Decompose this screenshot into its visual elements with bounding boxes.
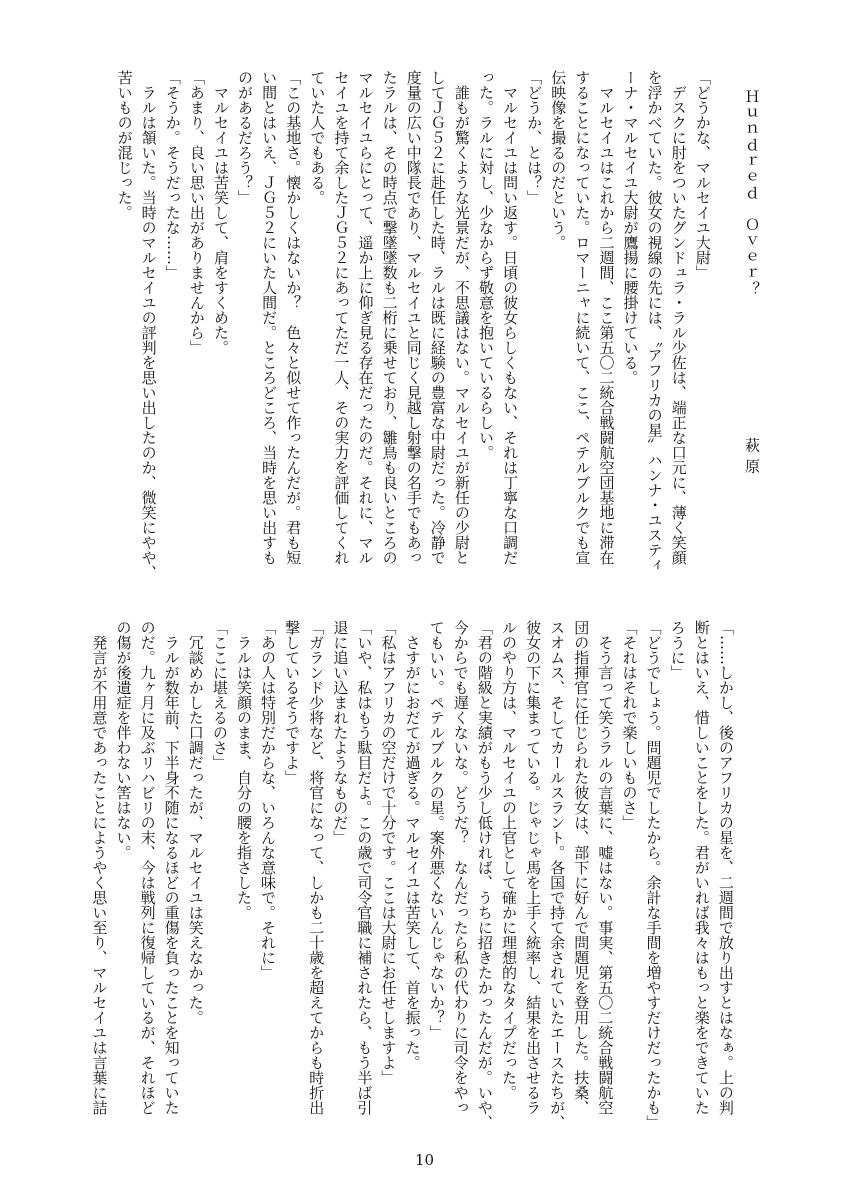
text-line: 「どうか、とは？」 [525,70,544,205]
text-line: 「この基地さ。懐かしくはないか？ 色々と似せて作ったんだが。君も短 [284,70,303,565]
text-line: デスクに肘をついたグンドュラ・ラル少佐は、端正な口元に、薄く笑顔 [669,70,688,565]
text-line: ていた人でもある。 [308,70,327,205]
text-line: 度量の広い中隊長であり、マルセイユと同じく見越し射撃の名手でもあっ [404,70,423,565]
text-line: 「あまり、良い思い出がありませんから」 [187,70,206,355]
text-line: 誰もが驚くような光景だが、不思議はない。マルセイユが新任の少尉と [452,70,471,565]
text-line: 「どうかな、マルセイユ大尉」 [693,70,712,280]
text-line: ーナ・マルセイユ大尉が鷹揚に腰掛けている。 [621,70,640,385]
text-line: 今からでも遅くないな。どうだ？ なんだったら私の代わりに司令をやっ [451,620,470,1115]
text-line: 「……しかし、後のアフリカの星を、二週間で放り出すとはなぁ。上の判 [716,620,735,1115]
text-line: 「どうでしょう。問題児でしたから。余計な手間を増やすだけだったかも」 [644,620,663,1130]
text-line: 団の指揮官に任じられた彼女は、部下に好んで問題児を登用した。扶桑、 [572,620,591,1115]
author-text: 萩原 [743,437,761,480]
text-line: 撃しているそうですよ」 [283,620,302,785]
lower-text-block [87,620,786,1150]
text-line: ラルは笑顔のまま、自分の腰を指さした。 [234,620,253,920]
text-line: マルセイユはこれから二週間、ここ第五〇二統合戦闘航空団基地に滞在 [597,70,616,565]
page-number: 10 [414,1151,435,1169]
text-line: てもいい。ペテルブルクの星。案外悪くないんじゃないか？」 [427,620,446,1040]
text-line: 「君の階級と実績がもう少し低ければ、うちに招きたかったんだが。いや、 [475,620,494,1130]
text-line: マルセイユは問い返す。日頃の彼女らしくもない、それは丁寧な口調だ [501,70,520,565]
text-line: そう言って笑うラルの言葉に、嘘はない。事実、第五〇二統合戦闘航空 [596,620,615,1115]
text-line: スオムス、そしてカールスラント。各国で持て余されていたエースたちが、 [548,620,567,1130]
text-line: することになっていた。ロマーニャに続いて、ここ、ペテルブルクでも宣 [573,70,592,565]
text-line: の傷が後遺症を伴わない筈はない。 [114,620,133,860]
text-line: い間とはいえ、ＪＧ５２にいた人間だ。ところどころ、当時を思い出すも [260,70,279,565]
text-line: 発言が不用意であったことにようやく思い至り、マルセイユは言葉に詰 [90,620,109,1115]
text-line: 断とはいえ、惜しいことをした。君がいれば我々はもっと楽をできていた [692,620,711,1115]
text-line: 「あの人は特別だからな、いろんな意味で。それに」 [259,620,278,980]
upper-text-block [112,70,763,600]
title-text: Ｈｕｎｄｒｅｄ Ｏｖｅｒ？ [743,89,761,298]
text-line: 「私はアフリカの空だけで十分です。ここは大尉にお任せしますよ」 [379,620,398,1085]
text-line: マルセイユらにとって、遥か上に仰ぎ見る存在だったのだ。それに、マル [356,70,375,565]
text-line: 伝映像を撮るのだという。 [549,70,568,250]
text-line: 苦いものが混じった。 [115,70,134,220]
text-line: 「いや、私はもう駄目だよ。この歳で司令官職に補されたら、もう半ば引 [355,620,374,1115]
text-line: たラルは、その時点で撃墜墜数も二桁に乗せており、雛鳥も良いところの [380,70,399,565]
text-line: った。ラルに対し、少なからず敬意を抱いているらしい。 [476,70,495,460]
text-line: のだ。九ヶ月に及ぶリハビリの末、今は戦列に復帰しているが、それほど [138,620,157,1115]
text-line: 「ガランド少将など、将官になって、しかも二十歳を超えてからも時折出 [307,620,326,1115]
text-line: を浮かべていた。彼女の視線の先には、〝アフリカの星〟ハンナ・ユスティ [645,70,664,573]
text-line: ろうに」 [668,620,687,680]
text-line: セイユを持て余したＪＧ５２にあってただ一人、その実力を評価してくれ [332,70,351,565]
text-line: 「それはそれで楽しいものさ」 [620,620,639,830]
text-line: さすがにおだてが過ぎる。マルセイユは苦笑して、首を振った。 [403,620,422,1070]
text-line: ラルが数年前、下半身不随になるほどの重傷を負ったことを知っていた [162,620,181,1115]
text-line: してＪＧ５２に赴任した時、ラルは既に経験の豊富な中尉だった。冷静で [428,70,447,565]
text-line: マルセイユは苦笑して、肩をすくめた。 [211,70,230,355]
text-line: 冗談めかした口調だったが、マルセイユは笑えなかった。 [186,620,205,1025]
text-line: 退に追い込まれたようなものだ」 [331,620,350,845]
text-line: ルのやり方は、マルセイユの上官として確かに理想的なタイプだった。 [499,620,518,1100]
text-line: のがあるだろう？」 [236,70,255,205]
text-line: 彼女の下に集まっている。じゃじゃ馬を上手く統率し、結果を出させるラ [524,620,543,1115]
text-line: 「ここに堪えるのさ」 [210,620,229,770]
text-line: ラルは頷いた。当時のマルセイユの評判を思い出したのか、微笑にやや、 [139,70,158,580]
text-line: 「そうか。そうだったな……」 [163,70,182,280]
